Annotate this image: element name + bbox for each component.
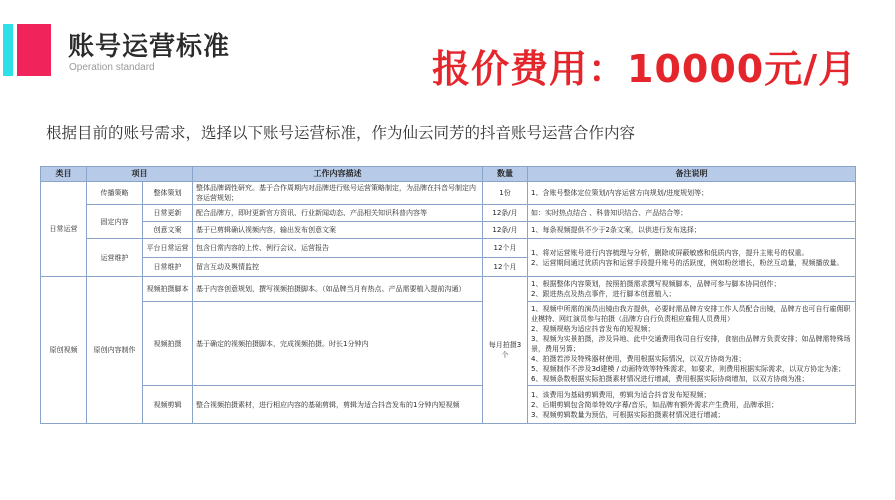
note-line: 5、视频制作不涉及3d建模 / 动画特效等特殊需求，如要求，则费用根据实际需求，以双方协定为准； xyxy=(531,364,846,373)
item-name: 日常更新 xyxy=(143,205,193,222)
note-line: 3、视频为实景拍摄，涉及异地、此中交通费用我司自行安排，食宿由品牌方负责安排；如品牌需特殊场景，费用另算； xyxy=(531,334,851,353)
note-line: 2、后期剪辑包含简单特效/字幕/音乐，如品牌有额外需求产生费用，品牌承担； xyxy=(531,400,779,409)
table-row xyxy=(41,182,856,205)
header-category: 类目 xyxy=(41,167,87,182)
decor-bar-pink xyxy=(17,24,51,76)
item-description: 整合视频拍摄素材，进行相应内容的基础剪辑，剪辑为适合抖音发布的1分钟内短视频 xyxy=(193,386,483,424)
item-name: 视频拍摄脚本 xyxy=(143,277,193,302)
item-name: 视频剪辑 xyxy=(143,386,193,424)
note-line: 4、拍摄若涉及特殊器材使用，费用根据实际情况，以双方协商为准； xyxy=(531,354,746,363)
item-description: 基于内容创意规划，撰写视频拍摄脚本。（如品牌当月有热点、产品需要植入提前沟通） xyxy=(193,277,483,302)
item-note: 1、每条视频提供不少于2条文案，以供进行发布选择； xyxy=(528,222,856,239)
item-quantity: 12条/月 xyxy=(483,222,528,239)
category-daily: 日常运营 xyxy=(41,182,87,277)
item-description: 配合品牌方，即时更新官方资讯、行业新闻动态、产品相关知识科普内容等 xyxy=(193,205,483,222)
item-note xyxy=(528,386,856,424)
item-quantity: 12条/月 xyxy=(483,205,528,222)
group-fixed: 固定内容 xyxy=(87,205,143,239)
item-note xyxy=(528,302,856,386)
table-header-row xyxy=(41,167,856,182)
item-description: 基于已剪辑确认视频内容，输出发布创意文案 xyxy=(193,222,483,239)
item-note: 如：实时热点结合 、科普知识结合、产品结合等； xyxy=(528,205,856,222)
table-row xyxy=(41,222,856,239)
note-line: 6、视频条数根据实际拍摄素材情况进行增减，费用根据实际协商增加，以双方协商为准； xyxy=(531,374,809,383)
item-note xyxy=(528,239,856,277)
operation-table xyxy=(40,166,855,424)
item-quantity: 1份 xyxy=(483,182,528,205)
item-name: 整体策划 xyxy=(143,182,193,205)
item-description: 包含日常内容的上传、例行会议、运营报告 xyxy=(193,239,483,258)
item-note: 1、含账号整体定位策划/内容运营方向规划/进度规划等； xyxy=(528,182,856,205)
page-subtitle: Operation standard xyxy=(69,62,155,73)
item-name: 创意文案 xyxy=(143,222,193,239)
note-line: 2、跟进热点及热点事件，进行脚本创意植入； xyxy=(531,290,676,298)
table-row xyxy=(41,205,856,222)
table-row xyxy=(41,386,856,424)
item-description: 基于确定的视频拍摄脚本，完成视频拍摄。时长1分钟内 xyxy=(193,302,483,386)
item-name: 视频拍摄 xyxy=(143,302,193,386)
table-row xyxy=(41,239,856,258)
item-description: 整体品牌调性研究。基于合作周期内对品牌进行账号运营策略制定，为品牌在抖音号制定内容运营规划； xyxy=(193,182,483,205)
category-original: 原创视频 xyxy=(41,277,87,424)
note-line: 2、运营期间通过优质内容和运营手段提升账号的活跃度，例如粉丝增长，粉丝互动量，视频播放量。 xyxy=(531,258,844,267)
group-ops: 运营维护 xyxy=(87,239,143,277)
page-title: 账号运营标准 xyxy=(68,32,231,62)
table-row xyxy=(41,302,856,386)
item-note xyxy=(528,277,856,302)
header-quantity: 数量 xyxy=(483,167,528,182)
note-line: 1、根据整体内容策划，按照拍摄需求撰写视频脚本，品牌可参与脚本协同创作； xyxy=(531,280,781,288)
note-line: 1、将对运营账号进行内容梳理与分析，删除或屏蔽敏感和低质内容，提升主账号的权重。 xyxy=(531,248,809,257)
note-line: 3、视频剪辑数量为预估，可根据实际拍摄素材情况进行增减； xyxy=(531,410,725,419)
item-name: 日常维护 xyxy=(143,258,193,277)
group-spread: 传播策略 xyxy=(87,182,143,205)
note-line: 1、该费用为基础剪辑费用，剪辑为适合抖音发布短视频； xyxy=(531,390,711,399)
video-quantity: 每月拍摄3个 xyxy=(483,277,528,424)
header-notes: 备注说明 xyxy=(528,167,856,182)
item-quantity: 12个月 xyxy=(483,258,528,277)
price-label: 报价费用：10000元/月 xyxy=(432,47,858,91)
note-line: 2、视频规格为适应抖音发布的短视频； xyxy=(531,324,655,333)
note-line: 1、视频中所需的演员出镜由我方提供，必要时需品牌方安排工作人员配合出镜，品牌方也可自行雇佣职业模特、网红演员参与拍摄（品牌方自行负责相应雇佣人员费用） xyxy=(531,304,851,323)
item-quantity: 12个月 xyxy=(483,239,528,258)
table-row xyxy=(41,277,856,302)
decor-bar-cyan xyxy=(3,24,13,76)
intro-text: 根据目前的账号需求，选择以下账号运营标准，作为仙云同芳的抖音账号运营合作内容 xyxy=(46,124,636,142)
header-item: 项目 xyxy=(87,167,193,182)
header-description: 工作内容描述 xyxy=(193,167,483,182)
group-produce: 原创内容制作 xyxy=(87,277,143,424)
item-name: 平台日常运营 xyxy=(143,239,193,258)
item-description: 留言互动及舆情监控 xyxy=(193,258,483,277)
